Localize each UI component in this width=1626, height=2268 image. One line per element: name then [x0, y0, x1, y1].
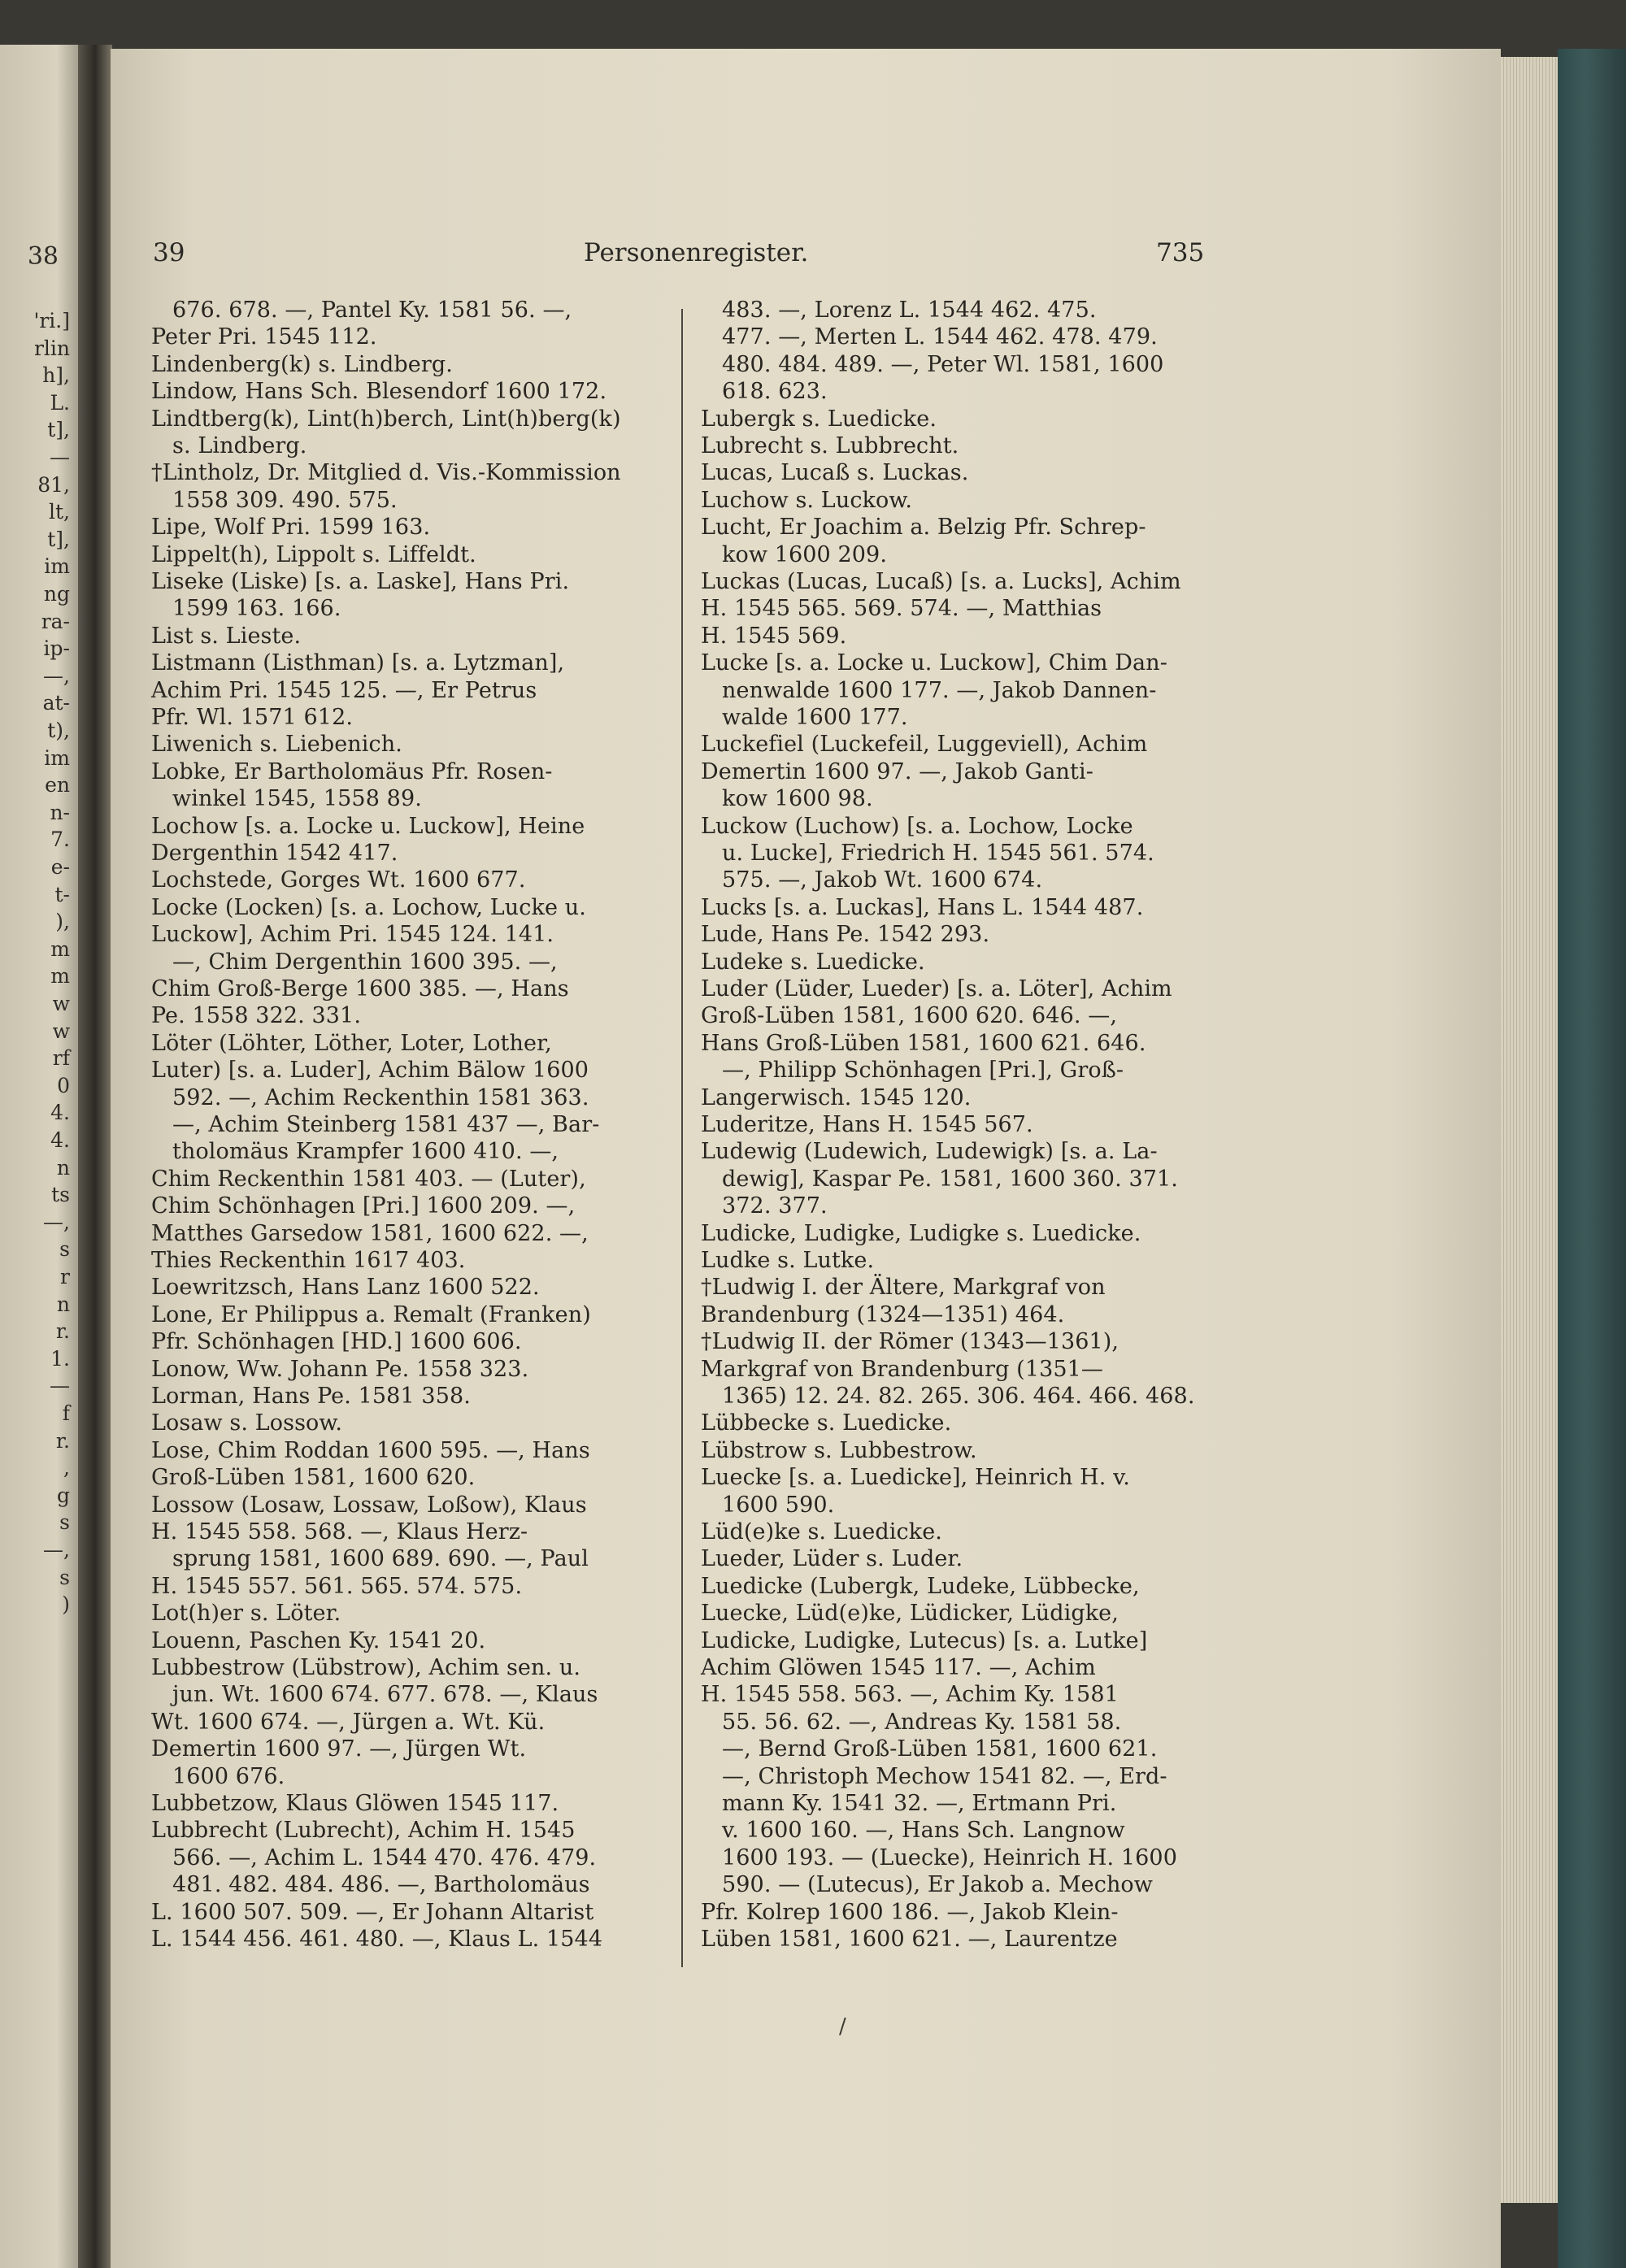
- index-line: Luecke [s. a. Luedicke], Heinrich H. v.: [701, 1465, 1130, 1490]
- margin-fragment: g: [56, 1484, 70, 1507]
- index-line: Lossow (Losaw, Lossaw, Loßow), Klaus: [151, 1492, 587, 1518]
- book-cover: [1558, 49, 1626, 2268]
- index-line: Luchow s. Luckow.: [701, 488, 913, 513]
- index-line: Luder (Lüder, Lueder) [s. a. Löter], Achim: [701, 976, 1172, 1001]
- index-line: Lindenberg(k) s. Lindberg.: [151, 352, 453, 377]
- index-line: Lochow [s. a. Locke u. Luckow], Heine: [151, 814, 585, 839]
- margin-fragment: s: [59, 1510, 70, 1534]
- margin-fragment: rlin: [33, 337, 70, 360]
- index-line: 1599 163. 166.: [172, 596, 341, 621]
- index-line: 575. —, Jakob Wt. 1600 674.: [722, 867, 1043, 893]
- index-line: Locke (Locken) [s. a. Lochow, Lucke u.: [151, 895, 586, 920]
- left-index-column: [151, 298, 672, 1965]
- index-line: Ludewig (Ludewich, Ludewigk) [s. a. La-: [701, 1139, 1158, 1164]
- index-line: Luedicke (Lubergk, Ludeke, Lübbecke,: [701, 1574, 1140, 1599]
- margin-fragment: ng: [43, 582, 70, 606]
- index-line: H. 1545 569.: [701, 623, 847, 649]
- margin-fragment: L.: [50, 391, 70, 415]
- margin-fragment: ts: [51, 1183, 70, 1206]
- index-line: Louenn, Paschen Ky. 1541 20.: [151, 1628, 486, 1653]
- left-page-margin-text: [0, 0, 81, 2268]
- index-line: dewig], Kaspar Pe. 1581, 1600 360. 371.: [722, 1167, 1178, 1192]
- index-line: Pfr. Wl. 1571 612.: [151, 705, 354, 730]
- index-line: Ludke s. Lutke.: [701, 1248, 875, 1273]
- index-line: 676. 678. —, Pantel Ky. 1581 56. —,: [172, 298, 572, 323]
- margin-fragment: t],: [47, 418, 70, 441]
- page-edges: [1501, 57, 1558, 2203]
- index-line: —, Achim Steinberg 1581 437 —, Bar-: [172, 1112, 600, 1137]
- index-line: Lose, Chim Roddan 1600 595. —, Hans: [151, 1438, 590, 1463]
- margin-fragment: lt,: [49, 500, 70, 524]
- index-line: Matthes Garsedow 1581, 1600 622. —,: [151, 1221, 589, 1246]
- index-line: jun. Wt. 1600 674. 677. 678. —, Klaus: [172, 1682, 598, 1707]
- margin-fragment: s: [59, 1237, 70, 1261]
- index-line: Hans Groß-Lüben 1581, 1600 621. 646.: [701, 1031, 1146, 1056]
- index-line: Lüd(e)ke s. Luedicke.: [701, 1519, 942, 1545]
- index-line: Chim Schönhagen [Pri.] 1600 209. —,: [151, 1193, 576, 1219]
- index-line: tholomäus Krampfer 1600 410. —,: [172, 1139, 559, 1164]
- index-line: Lorman, Hans Pe. 1581 358.: [151, 1384, 471, 1409]
- margin-fragment: ),: [55, 910, 70, 933]
- margin-fragment: —,: [43, 1210, 70, 1234]
- margin-fragment: —,: [43, 1538, 70, 1562]
- index-line: Markgraf von Brandenburg (1351—: [701, 1357, 1104, 1382]
- index-line: Pfr. Kolrep 1600 186. —, Jakob Klein-: [701, 1900, 1119, 1925]
- index-line: Liwenich s. Liebenich.: [151, 732, 402, 757]
- margin-fragment: —: [50, 1374, 70, 1397]
- page-number: 735: [1156, 238, 1205, 267]
- index-line: Lubbetzow, Klaus Glöwen 1545 117.: [151, 1791, 559, 1816]
- margin-fragment: n-: [50, 801, 70, 824]
- index-line: Lubergk s. Luedicke.: [701, 406, 937, 432]
- index-line: Lochstede, Gorges Wt. 1600 677.: [151, 867, 526, 893]
- index-line: —, Chim Dergenthin 1600 395. —,: [172, 949, 558, 975]
- index-line: —, Christoph Mechow 1541 82. —, Erd-: [722, 1764, 1167, 1789]
- index-line: Lobke, Er Bartholomäus Pfr. Rosen-: [151, 759, 553, 784]
- index-line: kow 1600 98.: [722, 786, 873, 811]
- index-line: 618. 623.: [722, 379, 828, 404]
- index-line: 372. 377.: [722, 1193, 828, 1219]
- index-line: Lueder, Lüder s. Luder.: [701, 1546, 963, 1571]
- index-line: 592. —, Achim Reckenthin 1581 363.: [172, 1085, 589, 1110]
- margin-fragment: m: [50, 964, 70, 988]
- index-line: Lipe, Wolf Pri. 1599 163.: [151, 515, 431, 540]
- index-line: Lucks [s. a. Luckas], Hans L. 1544 487.: [701, 895, 1144, 920]
- index-line: Groß-Lüben 1581, 1600 620.: [151, 1465, 476, 1490]
- margin-fragment: ): [62, 1592, 70, 1616]
- index-line: Pfr. Schönhagen [HD.] 1600 606.: [151, 1329, 522, 1354]
- margin-fragment: 81,: [37, 473, 70, 497]
- margin-fragment: t],: [47, 528, 70, 551]
- page-title: Personenregister.: [584, 238, 809, 267]
- index-line: †Ludwig II. der Römer (1343—1361),: [701, 1329, 1120, 1354]
- index-line: Luckow], Achim Pri. 1545 124. 141.: [151, 922, 554, 947]
- index-line: Lubbestrow (Lübstrow), Achim sen. u.: [151, 1655, 581, 1680]
- index-line: Luckow (Luchow) [s. a. Lochow, Locke: [701, 814, 1133, 839]
- margin-fragment: e-: [50, 855, 70, 879]
- index-line: Pe. 1558 322. 331.: [151, 1003, 362, 1028]
- margin-fragment: r.: [55, 1319, 70, 1343]
- bottom-mark: /: [839, 2014, 846, 2039]
- margin-fragment: ra-: [41, 610, 70, 633]
- margin-fragment: 1.: [50, 1347, 70, 1371]
- index-line: Chim Groß-Berge 1600 385. —, Hans: [151, 976, 569, 1001]
- margin-fragment: im: [44, 746, 70, 770]
- index-line: 1365) 12. 24. 82. 265. 306. 464. 466. 468.: [722, 1384, 1195, 1409]
- margin-fragment: ,: [63, 1456, 70, 1479]
- right-index-column: [701, 298, 1221, 1965]
- margin-fragment: m: [50, 937, 70, 961]
- index-line: Lüben 1581, 1600 621. —, Laurentze: [701, 1927, 1118, 1952]
- margin-fragment: 4.: [50, 1101, 70, 1124]
- margin-fragment: n: [56, 1156, 70, 1180]
- book-gutter: [78, 45, 112, 2268]
- index-line: †Ludwig I. der Ältere, Markgraf von: [701, 1275, 1106, 1300]
- index-line: Achim Glöwen 1545 117. —, Achim: [701, 1655, 1096, 1680]
- margin-fragment: ip-: [43, 637, 70, 660]
- index-line: Loewritzsch, Hans Lanz 1600 522.: [151, 1275, 540, 1300]
- index-line: —, Bernd Groß-Lüben 1581, 1600 621.: [722, 1736, 1158, 1762]
- index-line: Luckefiel (Luckefeil, Luggeviell), Achim: [701, 732, 1148, 757]
- running-header: [0, 238, 1626, 271]
- margin-fragment: rf: [52, 1046, 70, 1070]
- index-line: Lubbrecht (Lubrecht), Achim H. 1545: [151, 1818, 576, 1843]
- margin-fragment: en: [45, 773, 70, 797]
- index-line: s. Lindberg.: [172, 433, 307, 458]
- index-line: List s. Lieste.: [151, 623, 302, 649]
- index-line: mann Ky. 1541 32. —, Ertmann Pri.: [722, 1791, 1117, 1816]
- index-line: Lindtberg(k), Lint(h)berch, Lint(h)berg(k): [151, 406, 621, 432]
- index-line: 483. —, Lorenz L. 1544 462. 475.: [722, 298, 1097, 323]
- index-line: H. 1545 558. 563. —, Achim Ky. 1581: [701, 1682, 1119, 1707]
- index-line: Lindow, Hans Sch. Blesendorf 1600 172.: [151, 379, 607, 404]
- index-line: Luter) [s. a. Luder], Achim Bälow 1600: [151, 1058, 589, 1083]
- index-line: nenwalde 1600 177. —, Jakob Dannen-: [722, 678, 1157, 703]
- index-line: u. Lucke], Friedrich H. 1545 561. 574.: [722, 841, 1154, 866]
- index-line: Lucht, Er Joachim a. Belzig Pfr. Schrep-: [701, 515, 1146, 540]
- index-line: H. 1545 565. 569. 574. —, Matthias: [701, 596, 1102, 621]
- index-line: Luckas (Lucas, Lucaß) [s. a. Lucks], Achim: [701, 569, 1181, 594]
- index-line: Luderitze, Hans H. 1545 567.: [701, 1112, 1033, 1137]
- margin-fragment: n: [56, 1293, 70, 1316]
- index-line: 481. 482. 484. 486. —, Bartholomäus: [172, 1872, 590, 1897]
- index-line: 566. —, Achim L. 1544 470. 476. 479.: [172, 1845, 597, 1870]
- index-line: Lucas, Lucaß s. Luckas.: [701, 460, 969, 485]
- margin-fragment: h],: [42, 363, 70, 387]
- margin-fragment: t),: [47, 719, 70, 742]
- index-line: Dergenthin 1542 417.: [151, 841, 398, 866]
- index-line: Ludeke s. Luedicke.: [701, 949, 925, 975]
- index-line: Lone, Er Philippus a. Remalt (Franken): [151, 1302, 591, 1327]
- index-line: Chim Reckenthin 1581 403. — (Luter),: [151, 1167, 586, 1192]
- header-left-number: 39: [153, 238, 185, 267]
- index-line: Lonow, Ww. Johann Pe. 1558 323.: [151, 1357, 529, 1382]
- left-page-number: 38: [27, 242, 59, 271]
- index-line: 1600 193. — (Luecke), Heinrich H. 1600: [722, 1845, 1177, 1870]
- margin-fragment: t-: [54, 883, 70, 906]
- index-line: 590. — (Lutecus), Er Jakob a. Mechow: [722, 1872, 1153, 1897]
- index-line: Lippelt(h), Lippolt s. Liffeldt.: [151, 542, 476, 567]
- index-line: †Lintholz, Dr. Mitglied d. Vis.-Kommission: [151, 460, 621, 485]
- margin-fragment: f: [62, 1401, 70, 1425]
- index-line: Langerwisch. 1545 120.: [701, 1085, 972, 1110]
- index-line: Peter Pri. 1545 112.: [151, 324, 377, 350]
- index-line: sprung 1581, 1600 689. 690. —, Paul: [172, 1546, 589, 1571]
- margin-fragment: 4.: [50, 1128, 70, 1152]
- margin-fragment: —: [50, 445, 70, 469]
- index-line: 477. —, Merten L. 1544 462. 478. 479.: [722, 324, 1158, 350]
- margin-fragment: s: [59, 1566, 70, 1589]
- index-line: Ludicke, Ludigke, Ludigke s. Luedicke.: [701, 1221, 1141, 1246]
- index-line: —, Philipp Schönhagen [Pri.], Groß-: [722, 1058, 1124, 1083]
- index-line: Thies Reckenthin 1617 403.: [151, 1248, 466, 1273]
- index-line: Lübbecke s. Luedicke.: [701, 1410, 952, 1436]
- index-line: walde 1600 177.: [722, 705, 908, 730]
- index-line: winkel 1545, 1558 89.: [172, 786, 422, 811]
- index-line: Demertin 1600 97. —, Jakob Ganti-: [701, 759, 1093, 784]
- index-line: Lubrecht s. Lubbrecht.: [701, 433, 959, 458]
- index-line: 480. 484. 489. —, Peter Wl. 1581, 1600: [722, 352, 1164, 377]
- column-divider: [681, 309, 683, 1967]
- index-line: Wt. 1600 674. —, Jürgen a. Wt. Kü.: [151, 1710, 546, 1735]
- margin-fragment: at-: [42, 691, 70, 715]
- index-line: 1558 309. 490. 575.: [172, 488, 398, 513]
- index-line: H. 1545 557. 561. 565. 574. 575.: [151, 1574, 523, 1599]
- margin-fragment: 'ri.]: [33, 309, 70, 332]
- index-line: 55. 56. 62. —, Andreas Ky. 1581 58.: [722, 1710, 1122, 1735]
- index-line: Brandenburg (1324—1351) 464.: [701, 1302, 1065, 1327]
- index-line: kow 1600 209.: [722, 542, 888, 567]
- index-line: Lot(h)er s. Löter.: [151, 1601, 341, 1626]
- index-line: Ludicke, Ludigke, Lutecus) [s. a. Lutke]: [701, 1628, 1148, 1653]
- index-line: Liseke (Liske) [s. a. Laske], Hans Pri.: [151, 569, 570, 594]
- index-line: Groß-Lüben 1581, 1600 620. 646. —,: [701, 1003, 1117, 1028]
- margin-fragment: im: [44, 554, 70, 578]
- index-line: L. 1600 507. 509. —, Er Johann Altarist: [151, 1900, 594, 1925]
- margin-fragment: r: [60, 1265, 70, 1288]
- index-line: H. 1545 558. 568. —, Klaus Herz-: [151, 1519, 528, 1545]
- index-line: Luecke, Lüd(e)ke, Lüdicker, Lüdigke,: [701, 1601, 1119, 1626]
- margin-fragment: w: [52, 992, 70, 1015]
- index-line: Losaw s. Lossow.: [151, 1410, 343, 1436]
- margin-fragment: r.: [55, 1429, 70, 1453]
- index-line: Achim Pri. 1545 125. —, Er Petrus: [151, 678, 537, 703]
- index-line: 1600 676.: [172, 1764, 285, 1789]
- index-line: Lude, Hans Pe. 1542 293.: [701, 922, 990, 947]
- index-line: L. 1544 456. 461. 480. —, Klaus L. 1544: [151, 1927, 603, 1952]
- margin-fragment: 0: [57, 1074, 70, 1097]
- index-line: Lucke [s. a. Locke u. Luckow], Chim Dan-: [701, 650, 1167, 676]
- index-line: Löter (Löhter, Löther, Loter, Lother,: [151, 1031, 552, 1056]
- margin-fragment: w: [52, 1019, 70, 1043]
- index-line: Demertin 1600 97. —, Jürgen Wt.: [151, 1736, 527, 1762]
- margin-fragment: —,: [43, 664, 70, 688]
- index-line: Listmann (Listhman) [s. a. Lytzman],: [151, 650, 565, 676]
- margin-fragment: 7.: [50, 828, 70, 851]
- index-line: v. 1600 160. —, Hans Sch. Langnow: [722, 1818, 1125, 1843]
- index-line: Lübstrow s. Lubbestrow.: [701, 1438, 977, 1463]
- index-line: 1600 590.: [722, 1492, 835, 1518]
